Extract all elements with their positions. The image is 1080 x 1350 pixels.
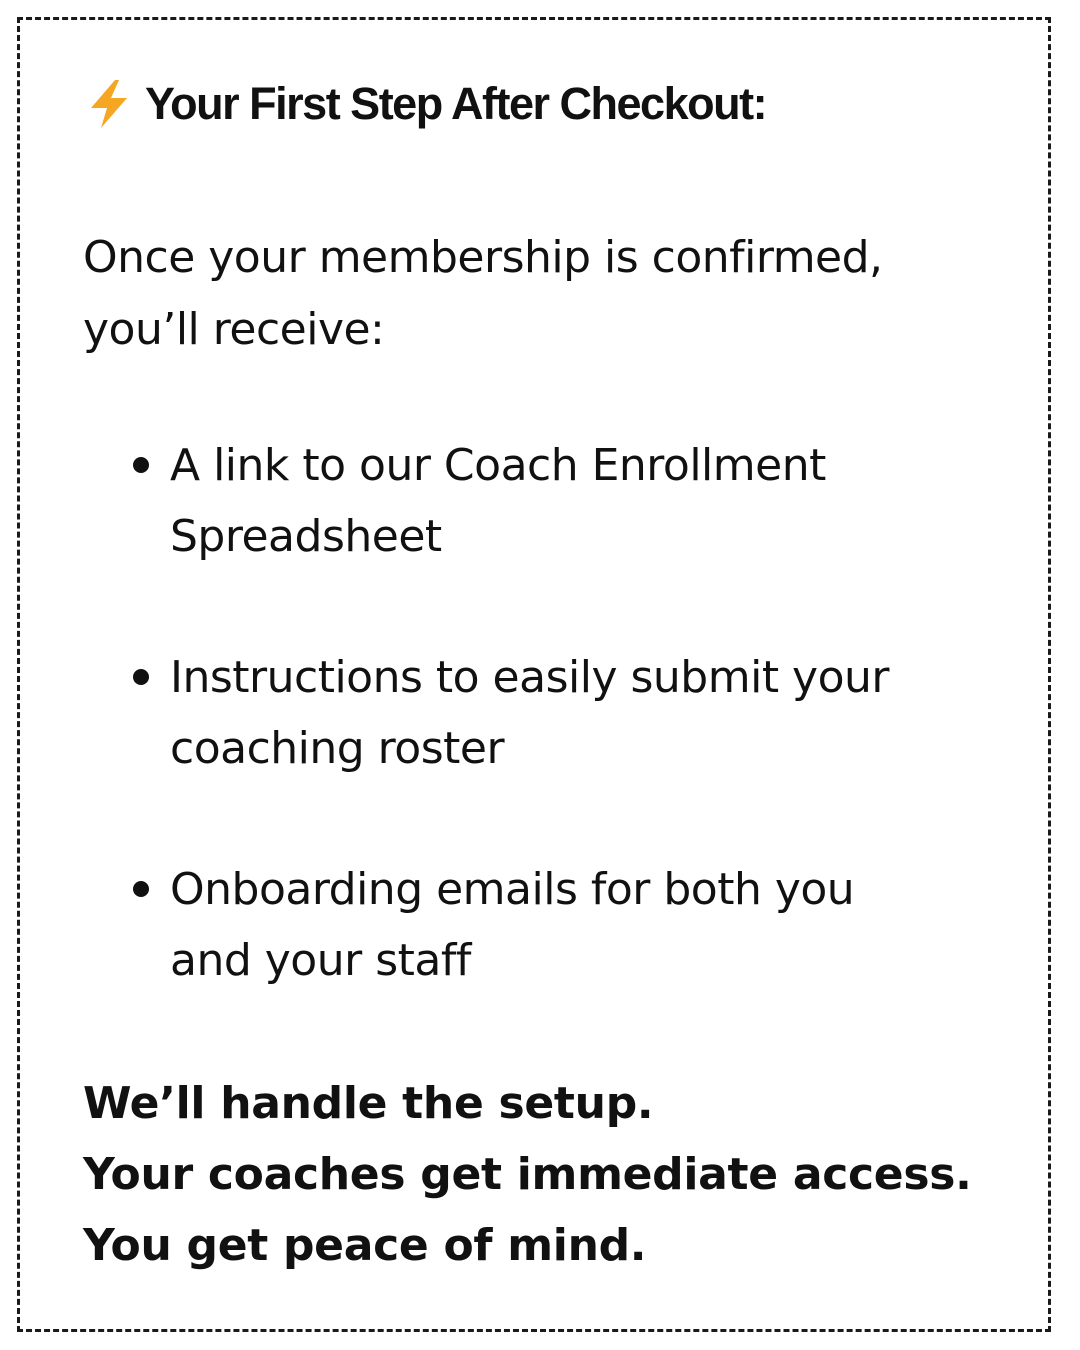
list-item-line: coaching roster (170, 723, 505, 774)
closing-line-peace-of-mind: You get peace of mind. (83, 1220, 647, 1271)
list-item-line: Instructions to easily submit your (170, 652, 889, 703)
lightning-bolt-icon (83, 78, 135, 130)
list-item-enrollment-link (83, 430, 970, 572)
list-item-line: Spreadsheet (170, 511, 442, 562)
closing-line-access: Your coaches get immediate access. (83, 1149, 972, 1200)
list-item-instructions (83, 642, 970, 784)
heading-text: Your First Step After Checkout: (145, 78, 767, 129)
list-item-onboarding-emails (83, 854, 970, 996)
list-item-line: A link to our Coach Enrollment (170, 440, 826, 491)
list-item-line: and your staff (170, 935, 471, 986)
bullet-dot-icon (133, 881, 149, 897)
intro-line: you’ll receive: (83, 304, 385, 355)
closing-line-setup: We’ll handle the setup. (83, 1078, 654, 1129)
intro-line: Once your membership is confirmed, (83, 232, 883, 283)
receive-list (83, 430, 1023, 1066)
list-item-line: Onboarding emails for both you (170, 864, 855, 915)
intro-paragraph (83, 222, 1013, 366)
closing-statement (83, 1068, 1023, 1281)
bullet-dot-icon (133, 669, 149, 685)
bullet-dot-icon (133, 457, 149, 473)
card-heading (83, 78, 766, 130)
